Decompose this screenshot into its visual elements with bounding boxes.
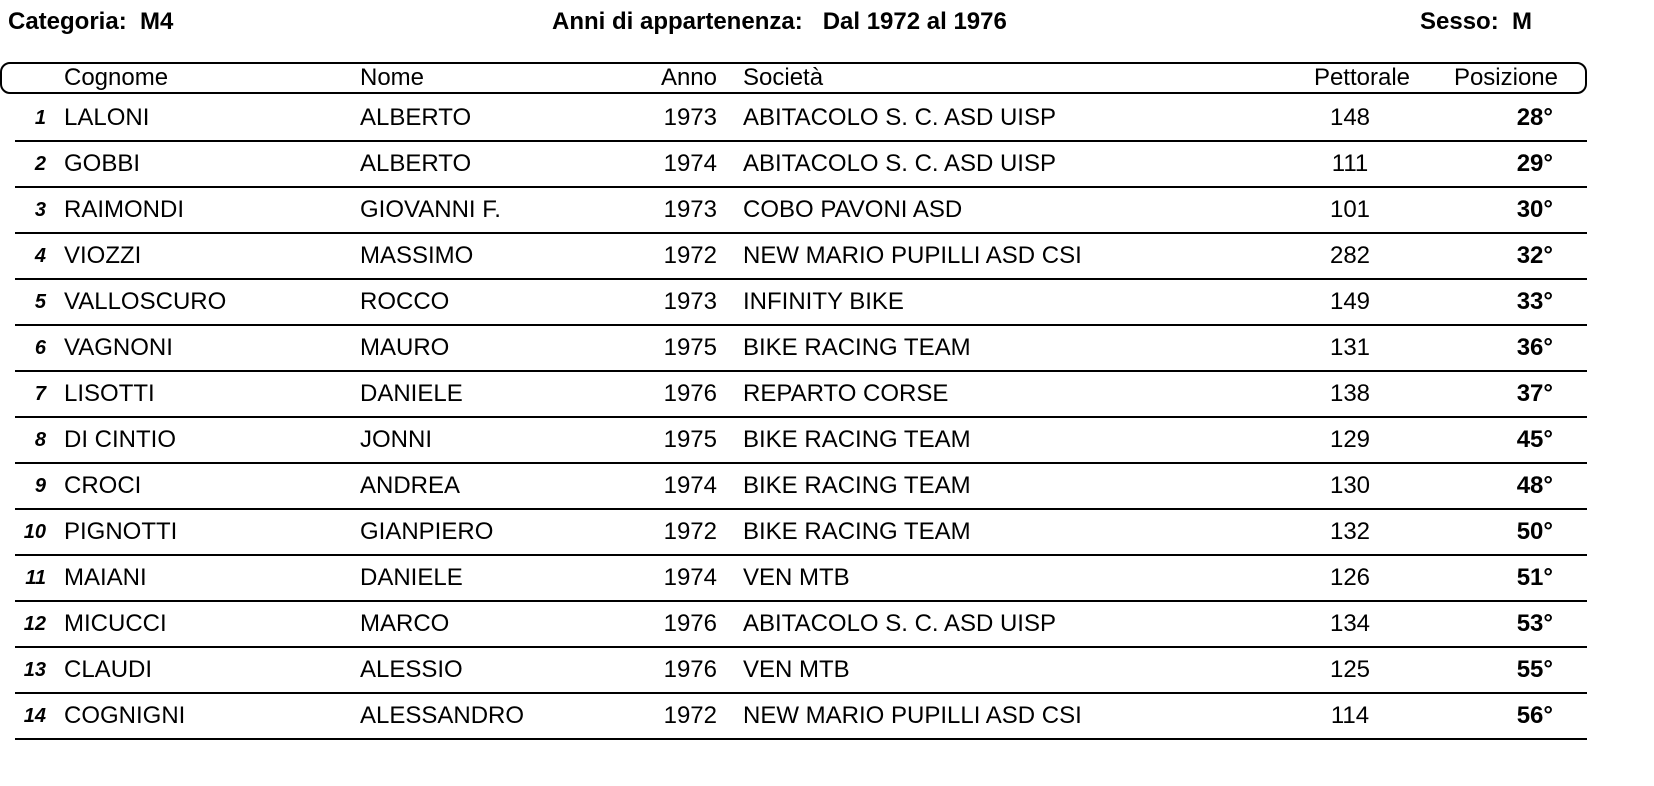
posizione-cell: 32° (1516, 242, 1553, 269)
cognome-cell: VAGNONI (64, 334, 173, 361)
posizione-cell: 51° (1516, 564, 1553, 591)
cognome-cell: GOBBI (64, 150, 141, 177)
nome-cell: MAURO (360, 334, 450, 361)
societa-cell: ABITACOLO S. C. ASD UISP (743, 150, 1056, 177)
cognome-cell: PIGNOTTI (64, 518, 178, 545)
col-cognome: Cognome (64, 64, 169, 91)
posizione-cell: 30° (1516, 196, 1553, 223)
anno-cell: 1974 (663, 150, 717, 177)
row-number: 2 (34, 153, 46, 175)
cognome-cell: MICUCCI (64, 610, 167, 637)
row-number: 12 (23, 613, 46, 635)
cognome-cell: MAIANI (64, 564, 147, 591)
societa-cell: BIKE RACING TEAM (743, 518, 971, 545)
table-row (0, 510, 1587, 556)
societa-cell: BIKE RACING TEAM (743, 472, 971, 499)
nome-cell: MASSIMO (360, 242, 474, 269)
societa-cell: ABITACOLO S. C. ASD UISP (743, 610, 1056, 637)
table-row (0, 142, 1587, 188)
table-row (0, 556, 1587, 602)
nome-cell: ALBERTO (360, 150, 472, 177)
posizione-cell: 29° (1516, 150, 1553, 177)
nome-cell: ALESSIO (360, 656, 463, 683)
posizione-cell: 28° (1516, 104, 1553, 131)
societa-cell: VEN MTB (743, 656, 850, 683)
cognome-cell: DI CINTIO (64, 426, 176, 453)
nome-cell: ALBERTO (360, 104, 472, 131)
sex-label: Sesso: M (1420, 8, 1533, 35)
cognome-cell: CROCI (64, 472, 142, 499)
posizione-cell: 36° (1516, 334, 1553, 361)
posizione-cell: 53° (1516, 610, 1553, 637)
societa-cell: REPARTO CORSE (743, 380, 949, 407)
row-number: 3 (34, 199, 46, 221)
col-posizione: Posizione (1453, 64, 1558, 91)
nome-cell: ALESSANDRO (360, 702, 525, 729)
table-row (0, 602, 1587, 648)
table-row (0, 694, 1587, 740)
anno-cell: 1972 (663, 702, 717, 729)
anno-cell: 1976 (663, 656, 717, 683)
societa-cell: INFINITY BIKE (743, 288, 904, 315)
pettorale-cell: 131 (1329, 334, 1371, 361)
table-row (0, 372, 1587, 418)
posizione-cell: 45° (1516, 426, 1553, 453)
row-number: 4 (34, 245, 46, 267)
row-number: 6 (34, 337, 46, 359)
nome-cell: ANDREA (360, 472, 461, 499)
table-row (0, 464, 1587, 510)
table-row (0, 648, 1587, 694)
col-nome: Nome (360, 64, 425, 91)
pettorale-cell: 114 (1330, 702, 1370, 729)
societa-cell: NEW MARIO PUPILLI ASD CSI (743, 242, 1082, 269)
table-row (0, 418, 1587, 464)
societa-cell: BIKE RACING TEAM (743, 334, 971, 361)
anno-cell: 1973 (663, 104, 717, 131)
row-number: 11 (25, 567, 46, 589)
pettorale-cell: 138 (1329, 380, 1371, 407)
nome-cell: ROCCO (360, 288, 450, 315)
nome-cell: MARCO (360, 610, 450, 637)
col-societa: Società (743, 64, 824, 91)
anno-cell: 1973 (663, 196, 717, 223)
nome-cell: GIANPIERO (360, 518, 494, 545)
posizione-cell: 37° (1516, 380, 1553, 407)
pettorale-cell: 132 (1329, 518, 1371, 545)
col-anno: Anno (660, 64, 717, 91)
pettorale-cell: 125 (1329, 656, 1371, 683)
pettorale-cell: 126 (1329, 564, 1371, 591)
row-number: 5 (34, 291, 46, 313)
pettorale-cell: 134 (1329, 610, 1371, 637)
table-row (0, 188, 1587, 234)
anno-cell: 1976 (663, 380, 717, 407)
pettorale-cell: 129 (1329, 426, 1371, 453)
cognome-cell: LISOTTI (64, 380, 155, 407)
cognome-cell: VIOZZI (64, 242, 142, 269)
pettorale-cell: 149 (1329, 288, 1371, 315)
societa-cell: NEW MARIO PUPILLI ASD CSI (743, 702, 1082, 729)
nome-cell: DANIELE (360, 380, 463, 407)
birth-years-label: Anni di appartenenza: Dal 1972 al 1976 (552, 8, 1007, 35)
societa-cell: BIKE RACING TEAM (743, 426, 971, 453)
posizione-cell: 56° (1516, 702, 1553, 729)
pettorale-cell: 130 (1329, 472, 1371, 499)
table-row (0, 280, 1587, 326)
row-number: 8 (34, 429, 46, 451)
row-number: 7 (34, 383, 46, 405)
row-divider (15, 738, 1587, 740)
anno-cell: 1976 (663, 610, 717, 637)
pettorale-cell: 148 (1329, 104, 1371, 131)
pettorale-cell: 101 (1329, 196, 1371, 223)
anno-cell: 1974 (663, 564, 717, 591)
posizione-cell: 55° (1516, 656, 1553, 683)
posizione-cell: 50° (1516, 518, 1553, 545)
nome-cell: JONNI (360, 426, 432, 453)
pettorale-cell: 111 (1331, 150, 1369, 177)
col-pettorale: Pettorale (1313, 64, 1410, 91)
cognome-cell: LALONI (64, 104, 150, 131)
anno-cell: 1972 (663, 242, 717, 269)
table-row (0, 234, 1587, 280)
cognome-cell: VALLOSCURO (64, 288, 227, 315)
row-number: 13 (23, 659, 46, 681)
cognome-cell: CLAUDI (64, 656, 153, 683)
pettorale-cell: 282 (1329, 242, 1371, 269)
row-number: 14 (23, 705, 46, 727)
cognome-cell: RAIMONDI (64, 196, 184, 223)
cognome-cell: COGNIGNI (64, 702, 186, 729)
posizione-cell: 48° (1516, 472, 1553, 499)
anno-cell: 1974 (663, 472, 717, 499)
category-label: Categoria: M4 (8, 8, 174, 35)
anno-cell: 1972 (663, 518, 717, 545)
societa-cell: ABITACOLO S. C. ASD UISP (743, 104, 1056, 131)
societa-cell: COBO PAVONI ASD (743, 196, 963, 223)
table-row (0, 96, 1587, 142)
anno-cell: 1975 (663, 334, 717, 361)
posizione-cell: 33° (1516, 288, 1553, 315)
anno-cell: 1973 (663, 288, 717, 315)
table-row (0, 326, 1587, 372)
nome-cell: DANIELE (360, 564, 463, 591)
anno-cell: 1975 (663, 426, 717, 453)
row-number: 9 (34, 475, 46, 497)
row-number: 10 (23, 521, 46, 543)
row-number: 1 (34, 107, 46, 129)
societa-cell: VEN MTB (743, 564, 850, 591)
nome-cell: GIOVANNI F. (360, 196, 501, 223)
